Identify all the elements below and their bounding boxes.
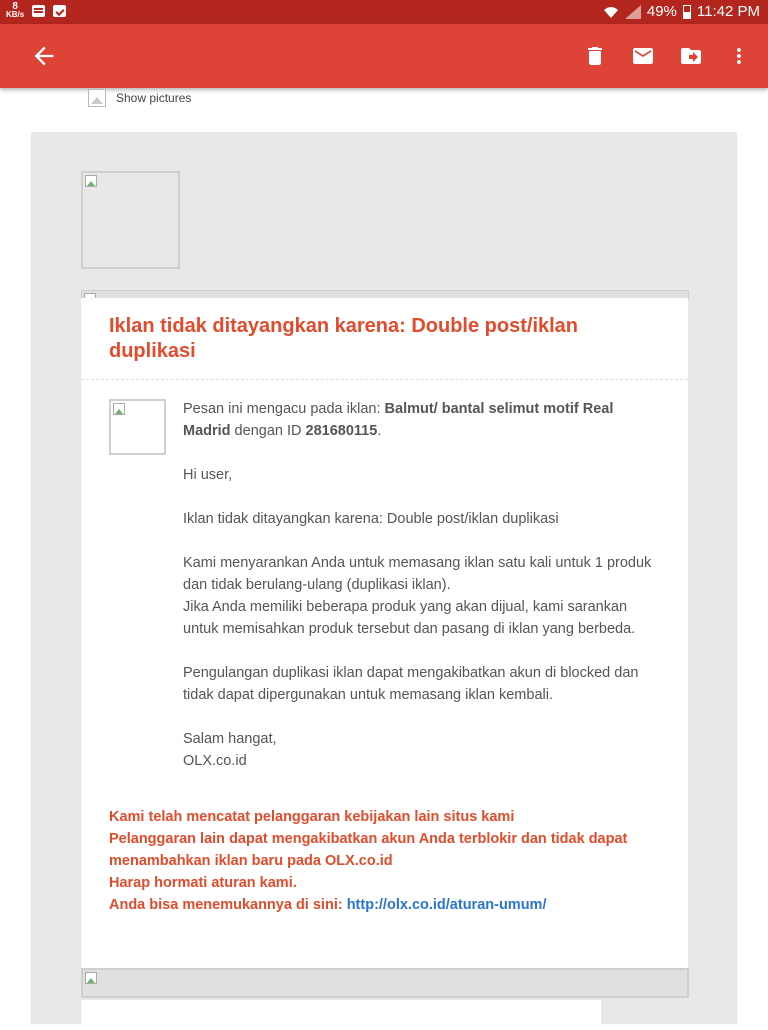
back-button[interactable]	[30, 42, 58, 70]
email-message-body	[183, 398, 663, 794]
footer-card	[81, 1000, 601, 1030]
dashed-divider	[81, 379, 688, 380]
delete-button[interactable]	[582, 42, 608, 70]
show-pictures-link[interactable]	[88, 89, 191, 107]
move-to-button[interactable]	[678, 42, 704, 70]
status-bar	[0, 0, 768, 24]
app-bar	[0, 24, 768, 88]
mail-icon	[630, 44, 656, 68]
warning-line-3: Harap hormati aturan kami.	[109, 875, 297, 891]
warning-line-4	[109, 894, 669, 916]
advice-line-2: Jika Anda memiliki beberapa produk yang akan dijual, kami sarankan untuk memisahkan produk tersebut dan pasang di iklan yang berbeda.	[183, 599, 636, 637]
consequence-text: Pengulangan duplikasi iklan dapat mengakibatkan akun di blocked dan tidak dapat dipergunakan untuk memasang iklan kembali.	[183, 665, 639, 703]
battery-icon	[683, 5, 691, 19]
status-bar-right	[603, 3, 760, 20]
mark-unread-button[interactable]	[630, 42, 656, 70]
more-options-button[interactable]	[726, 42, 752, 70]
network-speed	[6, 3, 24, 19]
network-speed-value: 8	[12, 1, 18, 12]
ad-title: Balmut/ bantal selimut motif Real Madrid	[183, 401, 614, 439]
network-speed-unit: KB/s	[6, 10, 25, 19]
show-pictures-label: Show pictures	[116, 91, 192, 105]
greeting: Hi user,	[183, 467, 233, 483]
email-card	[81, 298, 688, 968]
status-bar-left	[6, 3, 66, 19]
app-bar-actions	[582, 42, 752, 70]
delete-icon	[583, 44, 607, 68]
email-headline: Iklan tidak ditayangkan karena: Double post/iklan duplikasi	[109, 315, 579, 362]
store-notification-icon	[53, 5, 66, 17]
picture-icon	[88, 89, 106, 107]
advice-paragraph	[183, 552, 663, 640]
arrow-back-icon	[30, 42, 58, 70]
signature	[183, 728, 663, 772]
warning-line-1: Kami telah mencatat pelanggaran kebijakan lain situs kami	[109, 809, 515, 825]
sender-name: OLX.co.id	[183, 753, 247, 769]
policy-warning	[109, 806, 669, 916]
ad-thumbnail-placeholder	[109, 399, 166, 455]
message-notification-icon	[32, 5, 45, 17]
battery-percentage: 49%	[646, 3, 677, 20]
intro-prefix: Pesan ini mengacu pada iklan:	[183, 401, 385, 417]
intro-paragraph	[183, 398, 663, 442]
signal-icon	[625, 5, 641, 19]
reason-text: Iklan tidak ditayangkan karena: Double post/iklan duplikasi	[183, 511, 559, 527]
logo-image-placeholder	[81, 171, 180, 269]
closing: Salam hangat,	[183, 731, 277, 747]
ad-id: 281680115	[305, 423, 378, 439]
clock: 11:42 PM	[696, 3, 760, 20]
footer-image-placeholder	[81, 968, 689, 998]
move-to-icon	[678, 44, 704, 68]
more-vert-icon	[727, 44, 751, 68]
advice-line-1: Kami menyarankan Anda untuk memasang iklan satu kali untuk 1 produk dan tidak berulang-ulang (duplikasi iklan).	[183, 555, 652, 593]
warning-line-4-prefix: Anda bisa menemukannya di sini:	[109, 897, 347, 913]
rules-link[interactable]: http://olx.co.id/aturan-umum/	[346, 897, 547, 913]
warning-line-2: Pelanggaran lain dapat mengakibatkan akun Anda terblokir dan tidak dapat menambahkan iklan baru pada OLX.co.id	[109, 831, 628, 869]
intro-suffix: .	[377, 423, 382, 439]
wifi-icon	[603, 5, 619, 19]
intro-mid: dengan ID	[230, 423, 306, 439]
